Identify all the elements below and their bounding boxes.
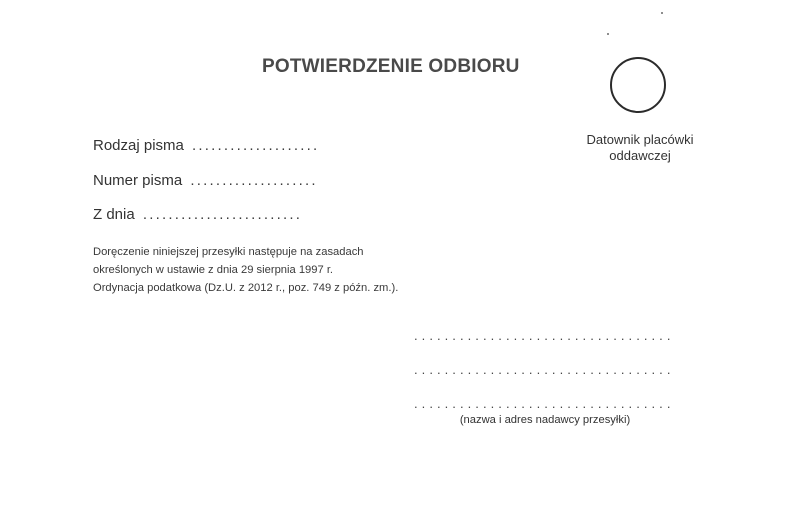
fill-in-dots: .........................: [142, 206, 303, 223]
field-label: Z dnia: [93, 206, 135, 223]
legal-note-line2: określonych w ustawie z dnia 29 sierpnia 1997 r.: [93, 264, 334, 276]
form-title: POTWIERDZENIE ODBIORU: [262, 56, 520, 77]
paper-speck: [607, 33, 609, 35]
sender-dotted-line-1: ..................................: [414, 328, 675, 343]
field-document-number: [93, 172, 318, 189]
field-label: Numer pisma: [93, 172, 183, 189]
postmark-label-line2: oddawczej: [609, 148, 671, 163]
postmark-label: [560, 132, 720, 164]
field-label: Rodzaj pisma: [93, 137, 184, 154]
field-date: [93, 206, 302, 223]
legal-note-line3: Ordynacja podatkowa (Dz.U. z 2012 r., poz. 749 z późn. zm.).: [93, 282, 399, 294]
sender-dotted-line-3: ..................................: [414, 396, 675, 411]
sender-caption: (nazwa i adres nadawcy przesyłki): [459, 414, 631, 426]
field-document-type: [93, 137, 319, 154]
paper-speck: [661, 12, 663, 14]
postmark-circle: [610, 57, 666, 113]
legal-note: [93, 243, 398, 297]
postmark-label-line1: Datownik placówki: [586, 132, 694, 147]
fill-in-dots: ....................: [190, 172, 318, 189]
fill-in-dots: ....................: [192, 137, 320, 154]
sender-dotted-line-2: ..................................: [414, 362, 675, 377]
legal-note-line1: Doręczenie niniejszej przesyłki następuje na zasadach: [93, 246, 364, 258]
